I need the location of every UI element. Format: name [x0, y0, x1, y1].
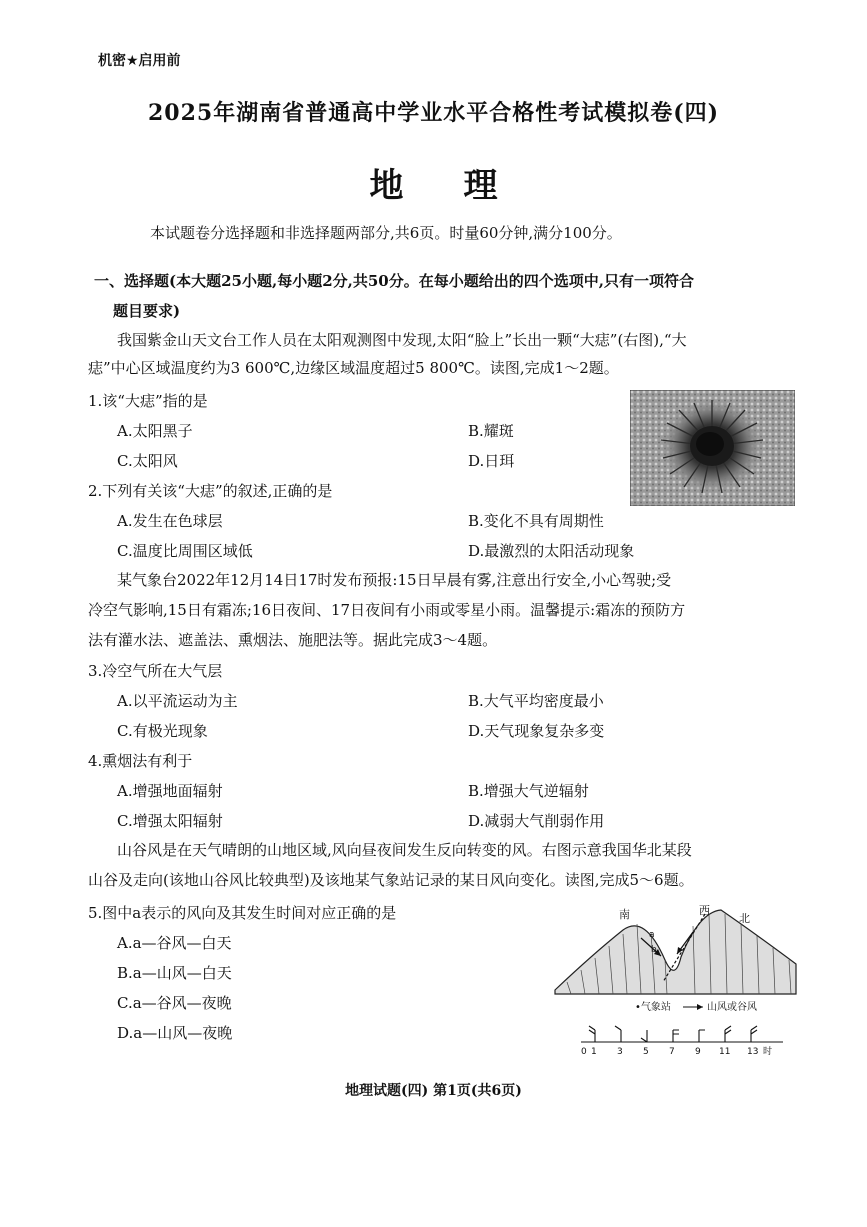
exam-info: 本试题卷分选择题和非选择题两部分,共6页。时量60分钟,满分100分。: [150, 224, 622, 242]
q1-option-a: A.太阳黑子: [117, 422, 193, 440]
intro2-line1: 某气象台2022年12月14日17时发布预报:15日早晨有雾,注意出行安全,小心驾驶;受: [117, 571, 672, 589]
question-5: 5.图中a表示的风向及其发生时间对应正确的是: [88, 904, 397, 922]
intro3-line2: 山谷及走向(该地山谷风比较典型)及该地某气象站记录的某日风向变化。读图,完成5～6题。: [88, 871, 694, 889]
legend-station: •气象站: [635, 1002, 671, 1013]
hour-0: 0: [581, 1047, 587, 1057]
q4-option-c: C.增强太阳辐射: [117, 812, 223, 830]
q2-option-c: C.温度比周围区域低: [117, 542, 253, 560]
q3-option-b: B.大气平均密度最小: [468, 692, 604, 710]
q3-option-d: D.天气现象复杂多变: [468, 722, 605, 740]
sunspot-image: [630, 390, 795, 506]
label-a: a: [649, 930, 655, 940]
hour-9: 9: [695, 1047, 701, 1057]
question-2: 2.下列有关该“大痣”的叙述,正确的是: [88, 482, 333, 500]
direction-north: 北: [739, 912, 750, 925]
hour-7: 7: [669, 1047, 675, 1057]
hour-1: 1: [591, 1047, 597, 1057]
subject-title: 地理: [369, 166, 558, 206]
q2-option-a: A.发生在色球层: [117, 512, 223, 530]
direction-west: 西: [699, 904, 710, 917]
page-footer: 地理试题(四) 第1页(共6页): [345, 1083, 522, 1099]
q4-option-a: A.增强地面辐射: [117, 782, 223, 800]
intro3-line1: 山谷风是在天气晴朗的山地区域,风向昼夜间发生反向转变的风。右图示意我国华北某段: [117, 841, 692, 859]
intro1-line1: 我国紫金山天文台工作人员在太阳观测图中发现,太阳“脸上”长出一颗“大痣”(右图),“大: [117, 331, 687, 349]
exam-title: 2025年湖南省普通高中学业水平合格性考试模拟卷(四): [147, 100, 720, 126]
question-3: 3.冷空气所在大气层: [88, 662, 223, 680]
direction-south: 南: [619, 908, 630, 921]
q5-option-a: A.a—谷风—白天: [117, 934, 232, 952]
q3-option-a: A.以平流运动为主: [117, 692, 238, 710]
section-title-line2: 题目要求): [113, 302, 181, 320]
q2-option-b: B.变化不具有周期性: [468, 512, 604, 530]
confidential-mark: 机密★启用前: [98, 53, 181, 69]
question-1: 1.该“大痣”指的是: [88, 392, 208, 410]
q5-option-b: B.a—山风—白天: [117, 964, 232, 982]
q3-option-c: C.有极光现象: [117, 722, 208, 740]
q4-option-d: D.减弱大气削弱作用: [468, 812, 605, 830]
intro2-line2: 冷空气影响,15日有霜冻;16日夜间、17日夜间有小雨或零星小雨。温馨提示:霜冻的预防方: [88, 601, 686, 619]
q4-option-b: B.增强大气逆辐射: [468, 782, 589, 800]
q2-option-d: D.最激烈的太阳活动现象: [468, 542, 635, 560]
hour-11: 11: [719, 1047, 731, 1057]
hour-5: 5: [643, 1047, 649, 1057]
q1-option-c: C.太阳风: [117, 452, 178, 470]
q1-option-b: B.耀斑: [468, 422, 514, 440]
hour-3: 3: [617, 1047, 623, 1057]
q5-option-d: D.a—山风—夜晚: [117, 1024, 233, 1042]
intro2-line3: 法有灌水法、遮盖法、熏烟法、施肥法等。据此完成3～4题。: [88, 631, 498, 649]
valley-wind-figure: [553, 902, 798, 1062]
intro1-line2: 痣”中心区域温度约为3 600℃,边缘区域温度超过5 800℃。读图,完成1～2题。: [88, 359, 619, 377]
label-b: b: [651, 945, 657, 955]
q1-option-d: D.日珥: [468, 452, 515, 470]
section-title-line1: 一、选择题(本大题25小题,每小题2分,共50分。在每小题给出的四个选项中,只有一项符合: [94, 272, 694, 290]
legend-wind: 山风或谷风: [707, 1002, 757, 1013]
hour-13: 13: [747, 1047, 759, 1057]
hour-unit: 时: [763, 1047, 773, 1057]
q5-option-c: C.a—谷风—夜晚: [117, 994, 232, 1012]
question-4: 4.熏烟法有利于: [88, 752, 193, 770]
